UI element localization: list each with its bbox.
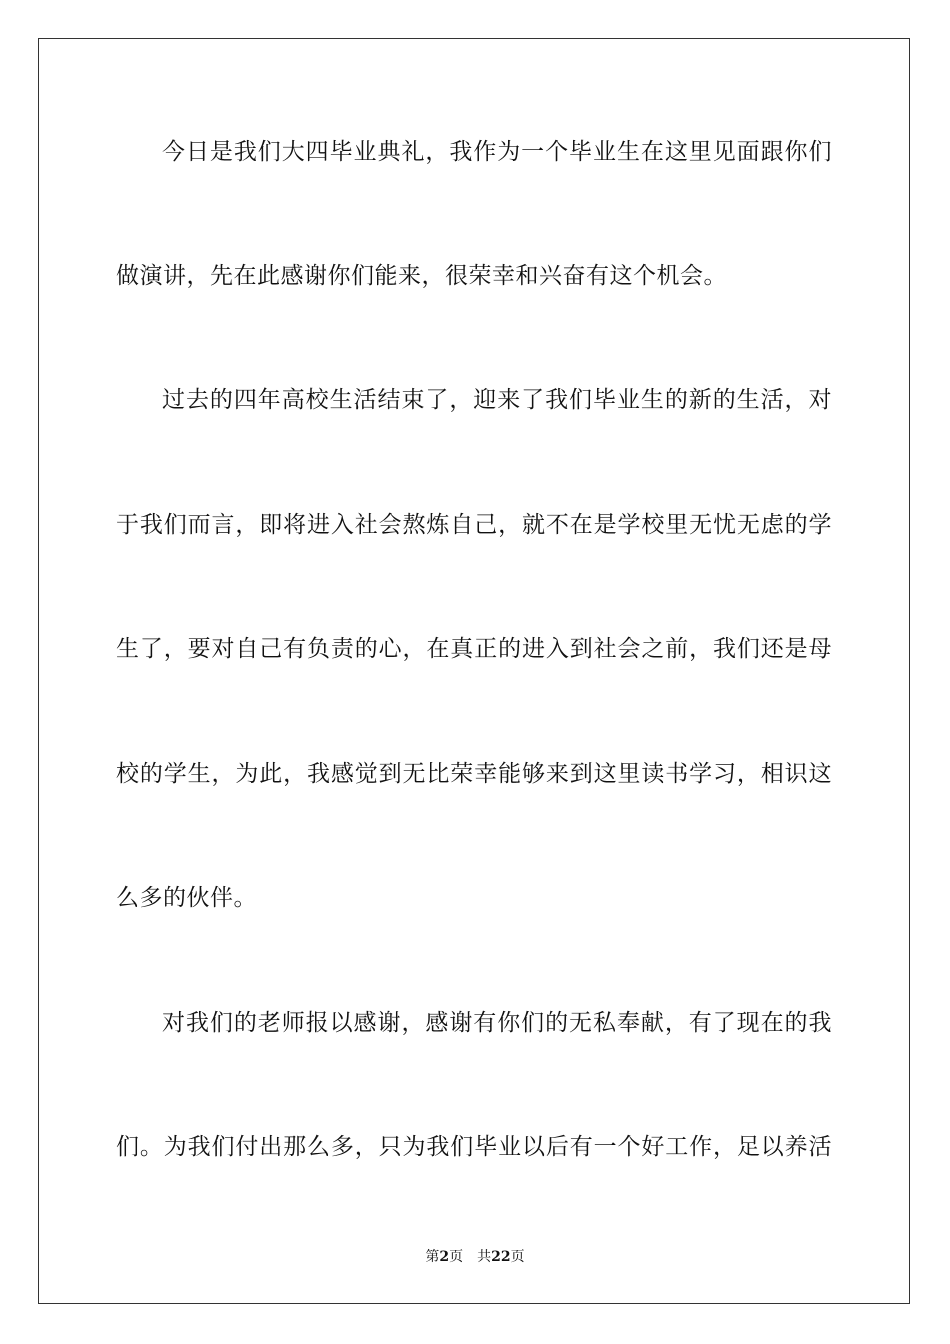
total-pages: 22 (491, 1249, 511, 1265)
paragraph-1-line-2: 做演讲，先在此感谢你们能来，很荣幸和兴奋有这个机会。 (116, 263, 727, 289)
page-number: 2 (439, 1249, 450, 1265)
paragraph-3-line-2: 们。为我们付出那么多，只为我们毕业以后有一个好工作，足以养活 (116, 1134, 832, 1160)
paragraph-1-line-1: 今日是我们大四毕业典礼，我作为一个毕业生在这里见面跟你们 (162, 139, 832, 165)
paragraph-3-line-1: 对我们的老师报以感谢，感谢有你们的无私奉献，有了现在的我 (162, 1010, 832, 1036)
paragraph-2-line-3: 生了，要对自己有负责的心，在真正的进入到社会之前，我们还是母 (116, 636, 832, 662)
page-footer (0, 1248, 950, 1266)
paragraph-2-line-1: 过去的四年高校生活结束了，迎来了我们毕业生的新的生活，对 (162, 387, 832, 413)
total-suffix: 页 (510, 1249, 525, 1265)
paragraph-2-line-4: 校的学生，为此，我感觉到无比荣幸能够来到这里读书学习，相识这 (116, 761, 832, 787)
total-prefix: 共 (477, 1249, 492, 1265)
paragraph-2-line-2: 于我们而言，即将进入社会熬炼自己，就不在是学校里无忧无虑的学 (116, 512, 832, 538)
page-suffix: 页 (449, 1249, 464, 1265)
paragraph-2-line-5: 么多的伙伴。 (116, 885, 257, 911)
page-border (38, 38, 910, 1304)
page-prefix: 第 (425, 1249, 440, 1265)
